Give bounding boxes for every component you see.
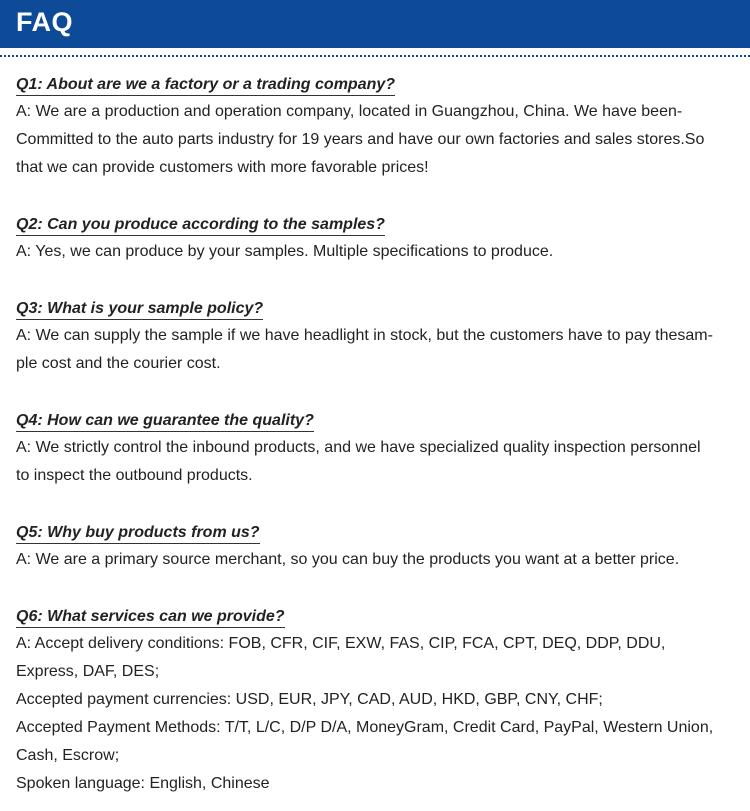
answer-line: A: We are a production and operation company, located in Guangzhou, China. We have been-: [16, 103, 683, 120]
faq-question: Q2: Can you produce according to the samples?: [16, 215, 385, 236]
faq-question: Q4: How can we guarantee the quality?: [16, 411, 314, 432]
answer-line: Accepted Payment Methods: T/T, L/C, D/P D/A, MoneyGram, Credit Card, PayPal, Western Union,: [16, 719, 714, 736]
answer-line: Accepted payment currencies: USD, EUR, JPY, CAD, AUD, HKD, GBP, CNY, CHF;: [16, 691, 603, 708]
faq-answer: [16, 98, 736, 182]
answer-line: Spoken language: English, Chinese: [16, 775, 270, 792]
answer-line: Cash, Escrow;: [16, 747, 120, 764]
answer-line: ple cost and the courier cost.: [16, 355, 221, 372]
answer-line: that we can provide customers with more favorable prices!: [16, 159, 429, 176]
faq-header: [0, 0, 750, 48]
answer-line: A: We are a primary source merchant, so you can buy the products you want at a better price.: [16, 551, 680, 568]
answer-line: Express, DAF, DES;: [16, 663, 160, 680]
answer-line: Committed to the auto parts industry for 19 years and have our own factories and sales stores.So: [16, 131, 705, 148]
faq-answer: [16, 238, 736, 266]
faq-item-q2: [16, 215, 736, 266]
answer-line: A: Yes, we can produce by your samples. Multiple specifications to produce.: [16, 243, 554, 260]
page-title: FAQ: [16, 7, 74, 37]
dotted-divider: [0, 55, 750, 57]
answer-line: to inspect the outbound products.: [16, 467, 253, 484]
faq-question: Q1: About are we a factory or a trading company?: [16, 75, 395, 96]
faq-item-q6: [16, 607, 736, 798]
faq-item-q5: [16, 523, 736, 574]
faq-answer: [16, 630, 736, 798]
faq-question: Q3: What is your sample policy?: [16, 299, 263, 320]
answer-line: A: Accept delivery conditions: FOB, CFR, CIF, EXW, FAS, CIP, FCA, CPT, DEQ, DDP, DDU,: [16, 635, 666, 652]
answer-line: A: We strictly control the inbound products, and we have specialized quality inspection personnel: [16, 439, 701, 456]
faq-question: Q6: What services can we provide?: [16, 607, 285, 628]
answer-line: A: We can supply the sample if we have headlight in stock, but the customers have to pay thesam-: [16, 327, 713, 344]
faq-answer: [16, 546, 736, 574]
faq-answer: [16, 322, 736, 378]
faq-item-q4: [16, 411, 736, 490]
faq-item-q3: [16, 299, 736, 378]
faq-answer: [16, 434, 736, 490]
faq-item-q1: [16, 75, 736, 182]
faq-question: Q5: Why buy products from us?: [16, 523, 260, 544]
